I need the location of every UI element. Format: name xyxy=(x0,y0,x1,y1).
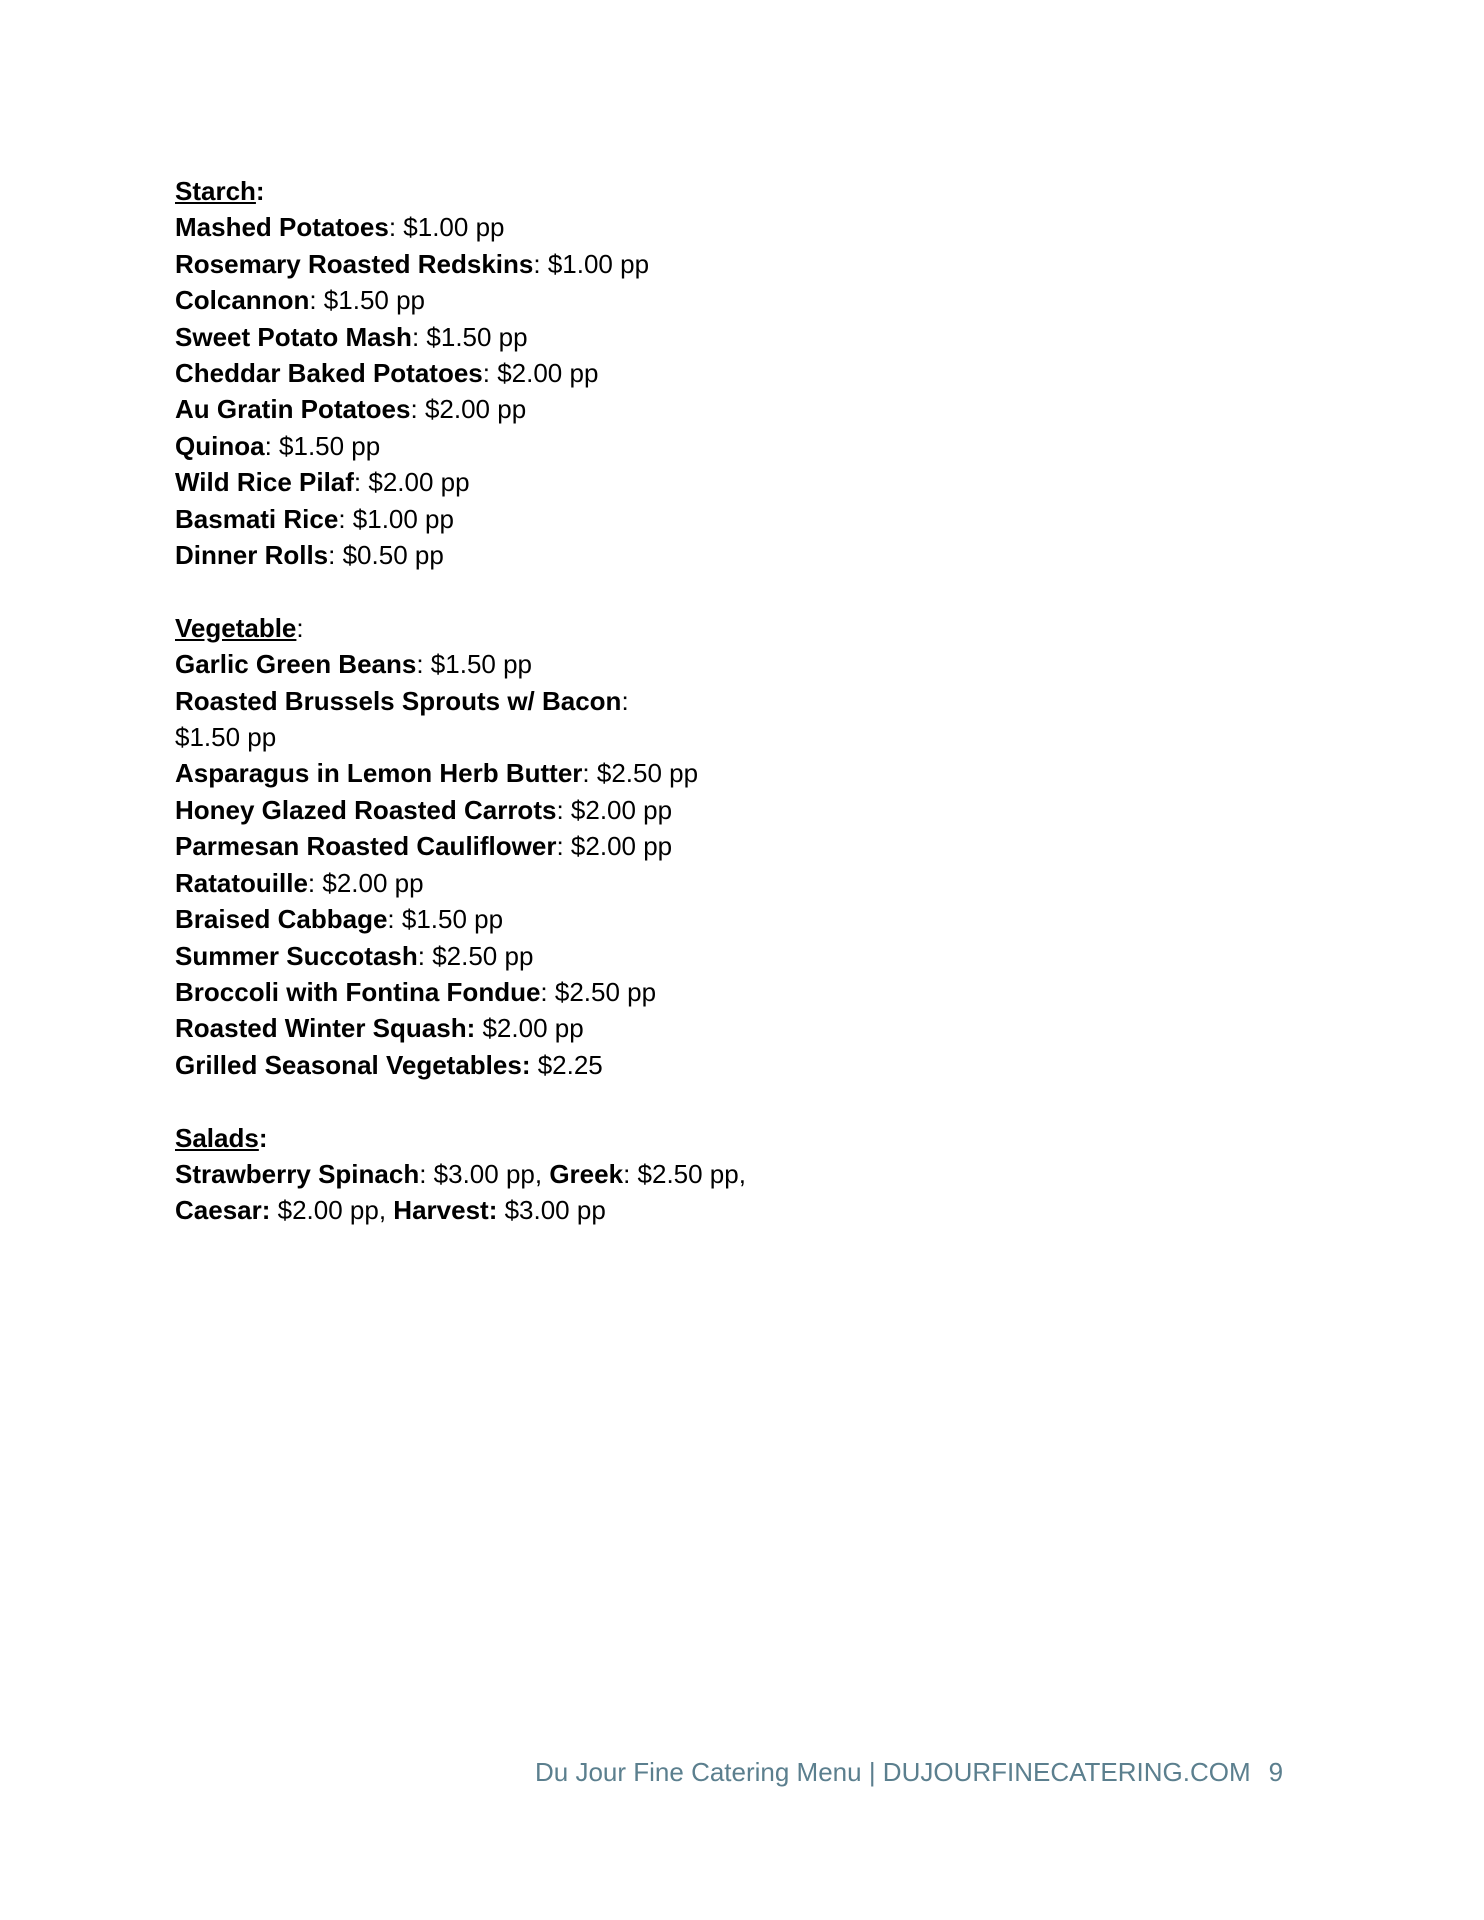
menu-item xyxy=(175,828,735,864)
menu-item-name: Colcannon xyxy=(175,285,310,316)
section-spacer xyxy=(175,1083,735,1119)
menu-item-price: $0.50 pp xyxy=(335,540,444,571)
menu-item xyxy=(175,355,735,391)
page-footer xyxy=(535,1754,1315,1790)
menu-item-name: Roasted Brussels Sprouts w/ Bacon xyxy=(175,685,622,716)
menu-item-name: Dinner Rolls xyxy=(175,540,329,571)
menu-item xyxy=(175,428,735,464)
menu-item-separator: : xyxy=(353,467,362,498)
salads-heading xyxy=(175,1120,735,1156)
starch-heading-title: Starch xyxy=(175,176,256,206)
menu-item xyxy=(175,209,735,245)
menu-item-name: Garlic Green Beans xyxy=(175,649,417,680)
menu-item-name: Strawberry Spinach xyxy=(175,1158,420,1189)
menu-item xyxy=(175,938,735,974)
menu-item-name: Wild Rice Pilaf xyxy=(175,467,354,498)
menu-item xyxy=(175,501,735,537)
menu-item-name: Ratatouille xyxy=(175,867,308,898)
menu-item xyxy=(175,865,735,901)
menu-item xyxy=(175,464,735,500)
menu-item-price: $2.50 pp xyxy=(589,758,699,789)
menu-item-name: Mashed Potatoes xyxy=(175,212,389,243)
salads-heading-colon: : xyxy=(258,1122,268,1153)
menu-item-price: $2.00 pp xyxy=(563,831,673,862)
menu-item-name: Greek xyxy=(549,1158,624,1189)
menu-item-price: $2.00 pp xyxy=(563,794,673,825)
menu-item-name: Cheddar Baked Potatoes xyxy=(175,358,483,389)
menu-content xyxy=(175,173,746,1229)
menu-item-name: Quinoa xyxy=(175,430,265,461)
menu-item-price: $1.50 pp xyxy=(271,430,381,461)
menu-item-separator: : xyxy=(582,758,590,789)
menu-item-price: $1.50 pp xyxy=(394,904,504,935)
menu-item-name: Honey Glazed Roasted Carrots xyxy=(175,794,557,825)
menu-item-name: Harvest: xyxy=(393,1195,498,1226)
menu-item xyxy=(175,901,735,937)
menu-item xyxy=(175,282,735,318)
menu-item-separator: : xyxy=(416,649,424,680)
menu-item-separator: : xyxy=(410,394,418,425)
salads-heading-title: Salads xyxy=(175,1122,259,1153)
menu-item-price: $1.00 pp xyxy=(396,212,505,243)
menu-item-price: $1.00 pp xyxy=(540,248,650,279)
menu-item-name: Braised Cabbage xyxy=(175,904,388,935)
menu-item xyxy=(175,537,735,573)
menu-item-price: $1.50 pp xyxy=(419,321,528,352)
menu-item-separator: : xyxy=(419,1158,427,1189)
vegetable-heading xyxy=(175,610,735,646)
menu-item-separator: : xyxy=(417,940,425,971)
menu-item xyxy=(175,391,735,427)
menu-item-separator: : xyxy=(556,831,564,862)
starch-heading-colon: : xyxy=(255,176,265,206)
menu-item-price: $2.00 pp xyxy=(475,1013,584,1044)
vegetable-heading-colon: : xyxy=(296,612,304,643)
page-number: 9 xyxy=(1268,1757,1284,1787)
menu-item-separator: : xyxy=(264,430,272,461)
menu-item xyxy=(175,1047,735,1083)
menu-item-separator: : xyxy=(307,867,316,898)
menu-item-price: $1.50 pp xyxy=(316,285,426,316)
menu-item-name: Rosemary Roasted Redskins xyxy=(175,248,534,279)
menu-item xyxy=(175,792,735,828)
menu-item-separator: : xyxy=(533,248,541,279)
menu-item-price: $3.00 pp, xyxy=(426,1158,543,1189)
menu-item-price: $3.00 pp xyxy=(497,1195,606,1226)
menu-item-separator: : xyxy=(338,503,346,534)
menu-item-price: $2.25 xyxy=(530,1049,603,1080)
menu-item-name: Broccoli with Fontina Fondue xyxy=(175,976,541,1007)
footer-text: Du Jour Fine Catering Menu | DUJOURFINECATERING.COM xyxy=(535,1757,1251,1787)
menu-item-name: Summer Succotash xyxy=(175,940,418,971)
menu-item-name: Roasted Winter Squash: xyxy=(175,1013,476,1044)
menu-item-name: Au Gratin Potatoes xyxy=(175,394,411,425)
menu-item-price: $2.50 pp xyxy=(424,940,534,971)
section-spacer xyxy=(175,573,735,609)
menu-item-separator: : xyxy=(621,685,629,716)
menu-item-price: $2.00 pp xyxy=(361,467,470,498)
menu-item-name: Parmesan Roasted Cauliflower xyxy=(175,831,557,862)
salads-list xyxy=(175,1156,746,1229)
menu-item-price: $2.00 pp xyxy=(417,394,527,425)
menu-item-price: $1.50 pp xyxy=(423,649,533,680)
menu-item-name: Sweet Potato Mash xyxy=(175,321,412,352)
menu-item-separator: : xyxy=(388,212,397,243)
menu-item-price: $2.50 pp, xyxy=(630,1158,746,1189)
menu-item-price: $2.00 pp, xyxy=(270,1195,387,1226)
menu-item xyxy=(175,755,735,791)
menu-item-separator: : xyxy=(309,285,317,316)
menu-item-name: Grilled Seasonal Vegetables: xyxy=(175,1049,531,1080)
vegetable-heading-title: Vegetable xyxy=(175,612,297,643)
menu-item-separator: : xyxy=(623,1158,631,1189)
menu-item-separator: : xyxy=(387,904,395,935)
menu-item-separator: : xyxy=(328,540,336,571)
menu-item-name: Basmati Rice xyxy=(175,503,339,534)
menu-item-price: $2.00 pp xyxy=(315,867,424,898)
menu-item xyxy=(175,974,735,1010)
starch-heading xyxy=(175,173,735,209)
menu-item-separator: : xyxy=(540,976,548,1007)
menu-item-price: $1.00 pp xyxy=(345,503,454,534)
menu-item xyxy=(175,646,735,682)
menu-item-price: $2.50 pp xyxy=(547,976,657,1007)
menu-item xyxy=(175,683,735,756)
menu-item-separator: : xyxy=(556,794,564,825)
menu-item-name: Asparagus in Lemon Herb Butter xyxy=(175,758,583,789)
menu-item xyxy=(175,246,735,282)
menu-item-name: Caesar: xyxy=(175,1195,271,1226)
menu-item-separator: : xyxy=(411,321,420,352)
menu-item-price: $1.50 pp xyxy=(175,722,277,753)
menu-item-price: $2.00 pp xyxy=(489,358,599,389)
menu-item xyxy=(175,319,735,355)
menu-item xyxy=(175,1010,735,1046)
menu-item-separator: : xyxy=(482,358,490,389)
